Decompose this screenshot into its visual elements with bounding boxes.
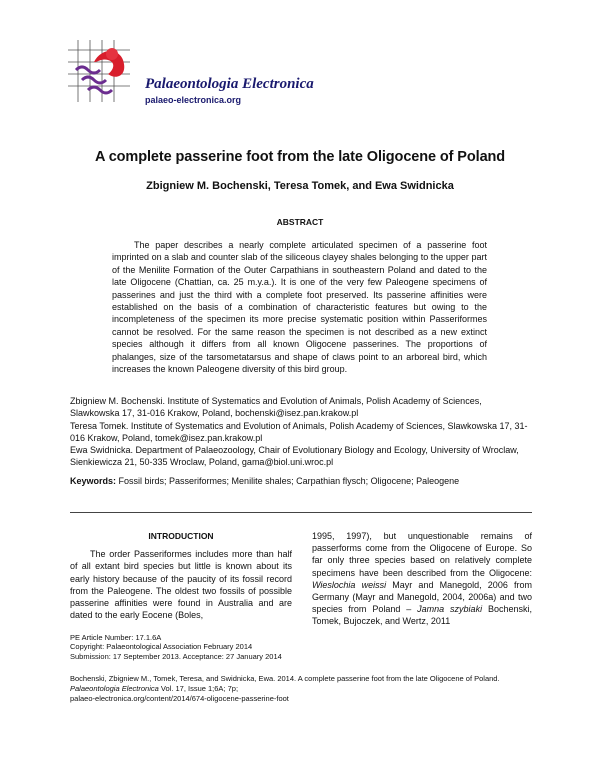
citation-url[interactable]: palaeo-electronica.org/content/2014/674-oligocene-passerine-foot [70, 694, 289, 703]
affiliation-swidnicka: Ewa Swidnicka. Department of Palaeozoology, Chair of Evolutionary Biology and Ecology, University of Wroclaw, Sienkiewicza 21, 50-335 Wroclaw, Poland, gama@biol.uni.wroc.pl [70, 445, 519, 468]
keywords [70, 476, 532, 486]
intro-right-text-2: Mayr and Manegold, 2006 from Germany (Mayr and Manegold, 2004, 2006a) and two species from Poland – [312, 579, 532, 615]
species-name-2: Jamna szybiaki [417, 604, 483, 615]
section-divider [70, 512, 532, 513]
citation [70, 674, 540, 704]
species-name-1: Wieslochia weissi [312, 579, 387, 590]
intro-paragraph-left: The order Passeriformes includes more than half of all extant bird species but little is known about its early history because of the paucity of its fossil record from the Paleogene. The oldest two fossils of possible passerine affinities were found in Australia and are dated to the early Eocene (Boles, [70, 549, 292, 621]
introduction-heading: INTRODUCTION [148, 531, 214, 541]
citation-line-1: Bochenski, Zbigniew M., Tomek, Teresa, and Swidnicka, Ewa. 2014. A complete passerine foot from the late Oligocene of Poland. [70, 674, 500, 683]
affiliations [70, 395, 532, 469]
abstract-text: The paper describes a nearly complete articulated specimen of a passerine foot imprinted on a slab and counter slab of the siliceous clayey shales belonging to the upper part of the Menilite Formation of the Outer Carpathians in southeastern Poland and dated to the late Oligocene (Chattian, ca. 25 m.y.a.). It is one of the very few Paleogene specimens of passerines and just the third with a complete foot preserved. Its passerine affinities were established on the basis of a combination of characteristic features but owing to the incompleteness of the specimen its more precise systematic position within Passeriformes cannot be resolved. For the same reason the specimen is not described as a new extinct species although it differs from all known Oligocene passerines. The proportions of phalanges, size of the tarsometatarsus and shape of claws point to an arboreal bird, which increases the known Paleogene diversity of this bird group. [112, 240, 487, 375]
intro-right-text-3: Bochenski, Tomek, Bujoczek, and Wertz, 2011 [312, 604, 532, 627]
intro-paragraph-right [312, 530, 532, 628]
article-authors: Zbigniew M. Bochenski, Teresa Tomek, and Ewa Swidnicka [146, 180, 454, 192]
citation-journal: Palaeontologia Electronica [70, 684, 159, 693]
intro-left-column [70, 530, 292, 621]
keywords-text: Fossil birds; Passeriformes; Menilite shales; Carpathian flysch; Oligocene; Paleogene [118, 476, 460, 486]
citation-volume: Vol. 17, Issue 1;6A; 7p; [158, 684, 239, 693]
copyright: Copyright: Palaeontological Association February 2014 [70, 642, 253, 652]
article-meta [70, 633, 390, 661]
article-title: A complete passerine foot from the late Oligocene of Poland [94, 149, 506, 165]
affiliation-tomek: Teresa Tomek. Institute of Systematics and Evolution of Animals, Polish Academy of Sciences, Slawkowska 17, 31-016 Krakow, Poland, tomek@isez.pan.krakow.pl [70, 420, 528, 443]
affiliation-bochenski: Zbigniew M. Bochenski. Institute of Systematics and Evolution of Animals, Polish Academy of Sciences, Slawkowska 17, 31-016 Krakow, Poland, bochenski@isez.pan.krakow.pl [70, 396, 482, 419]
keywords-label: Keywords: [70, 476, 117, 486]
intro-right-text-1: 1995, 1997), but unquestionable remains of passerforms come from the Oligocene of Europe. So far only three species based on relatively complete specimens have been described from the Oligocene: [312, 531, 532, 578]
citation-line-2 [70, 684, 540, 694]
journal-name: Palaeontologia Electronica [145, 76, 314, 92]
journal-url[interactable]: palaeo-electronica.org [145, 95, 242, 105]
submission-dates: Submission: 17 September 2013. Acceptance: 27 January 2014 [70, 651, 282, 661]
intro-right-column [312, 530, 532, 628]
abstract-heading: ABSTRACT [276, 217, 324, 227]
logo-graphic [68, 40, 130, 102]
journal-logo-icon [68, 40, 130, 102]
article-number: PE Article Number: 17.1.6A [70, 633, 162, 642]
